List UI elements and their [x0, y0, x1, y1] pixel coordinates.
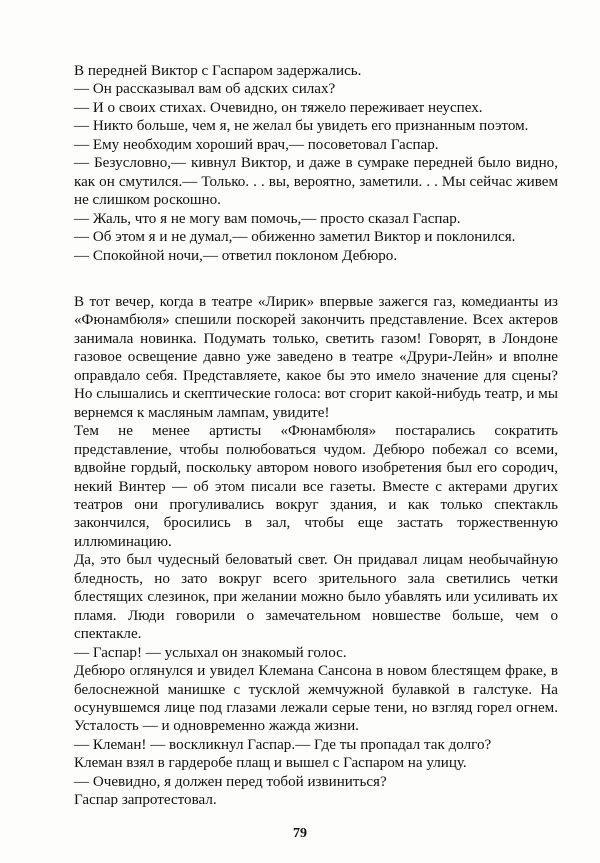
paragraph: Дебюро оглянулся и увидел Клемана Сансона в новом блестящем фраке, в белоснежной манишке с тусклой жемчужной булавкой в галстуке. На осунувшемся лице под глазами лежали серые тени, но взгляд горел огнем. Усталость — и одновременно жажда жизни. [74, 663, 558, 735]
paragraph: В передней Виктор с Гаспаром задержались. [74, 63, 362, 79]
paragraph: В тот вечер, когда в театре «Лирик» впервые зажегся газ, комедианты из «Фюнамбюля» спешили поскорей закончить представление. Всех актеров занимала новинка. Подумать только, светить газом! Говорят, в Лондоне газовое освещение давно уже заведено в театре «Друри-Лейн» и вполне оправдало себя. Представляете, какое бы это имело значение для сцены? Но слышались и скептические голоса: вот сгорит какой-нибудь театр, и мы вернемся к масляным лампам, увидите! [74, 294, 558, 421]
paragraph: — Клеман! — воскликнул Гаспар.— Где ты пропадал так долго? [74, 736, 492, 753]
paragraph: — Гаспар! — услыхал он знакомый голос. [74, 644, 347, 661]
paragraph: Да, это был чудесный беловатый свет. Он придавал лицам необычайную бледность, но зато вокруг всего зрительного зала светились четки блестящих слезинок, при желании можно было убавлять или усиливать их пламя. Люди говорили о замечательном новшестве больше, чем о спектакле. [74, 552, 558, 643]
paragraph: — Ему необходим хороший врач,— посоветовал Гаспар. [74, 136, 439, 153]
paragraph: — Он рассказывал вам об адских силах? [74, 81, 336, 98]
paragraph: — Никто больше, чем я, не желал бы увидеть его признанным поэтом. [74, 118, 529, 135]
paragraph: — Очевидно, я должен перед тобой извиниться? [74, 773, 387, 790]
paragraph: — Безусловно,— кивнул Виктор, и даже в сумраке передней было видно, как он смутился.— Только. . . вы, вероятно, заметили. . . Мы сейчас живем не слишком роскошно. [74, 155, 558, 209]
text-section-narrative [74, 293, 558, 810]
paragraph: Тем не менее артисты «Фюнамбюля» постарались сократить представление, чтобы полюбоваться чудом. Дебюро побежал со всеми, вдвойне гордый, поскольку автором нового изобретения был его сородич, некий Винтер — об этом писали все газеты. Вместе с актерами других театров они прогуливались вокруг здания, и как только спектакль закончился, бросились в зал, чтобы еще застать торжественную иллюминацию. [74, 423, 558, 550]
paragraph: — Об этом я и не думал,— обиженно заметил Виктор и поклонился. [74, 229, 516, 246]
paragraph: Клеман взял в гардеробе плащ и вышел с Гаспаром на улицу. [74, 755, 467, 772]
paragraph: — Спокойной ночи,— ответил поклоном Дебюро. [74, 247, 398, 264]
paragraph: Гаспар запротестовал. [74, 792, 217, 809]
page-number: 79 [293, 826, 307, 841]
text-section-dialogue [74, 62, 558, 265]
paragraph: — И о своих стихах. Очевидно, он тяжело переживает неуспех. [74, 99, 483, 116]
paragraph: — Жаль, что я не могу вам помочь,— просто сказал Гаспар. [74, 210, 461, 227]
